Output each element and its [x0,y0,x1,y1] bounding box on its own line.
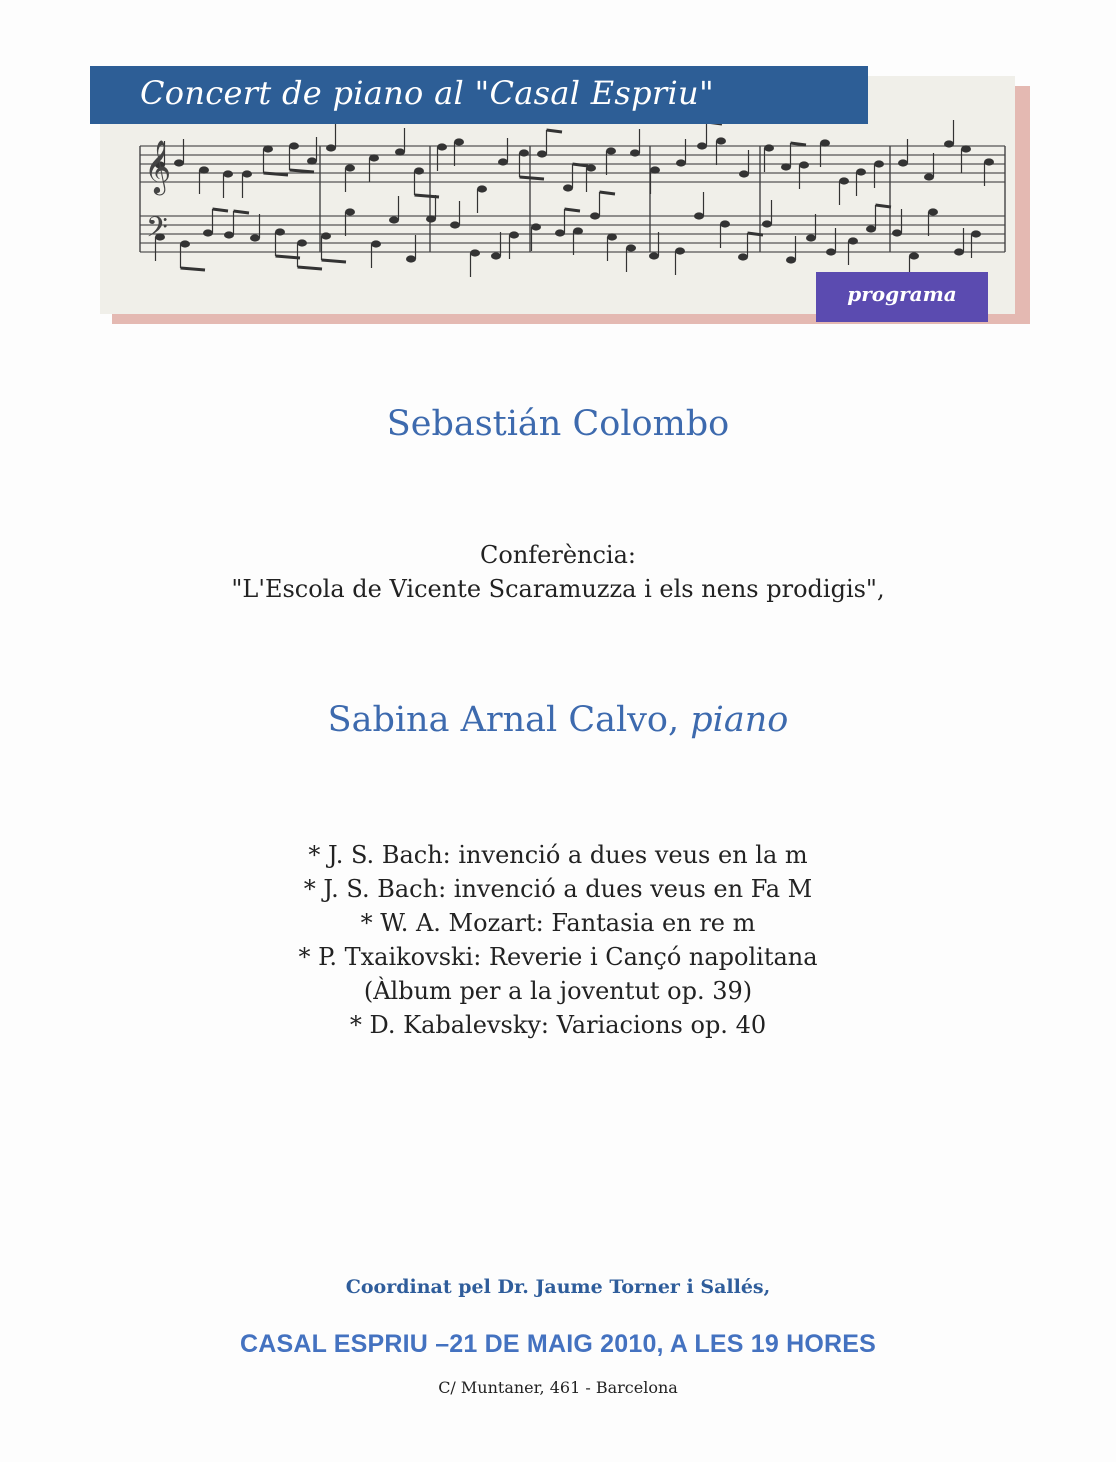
repertoire-list [0,838,1116,1042]
performer-role: piano [690,700,789,740]
title-bar [90,66,868,124]
lecture-label: Conferència: [480,541,636,569]
svg-text:𝄢: 𝄢 [146,211,168,251]
program-label: programa [847,282,957,306]
repertoire-item: * D. Kabalevsky: Variacions op. 40 [349,1011,767,1039]
coordinator-line: Coordinat pel Dr. Jaume Torner i Sallés, [345,1276,771,1298]
repertoire-item: * W. A. Mozart: Fantasia en re m [360,909,756,937]
concert-title: Concert de piano al "Casal Espriu" [140,74,714,112]
repertoire-item: * P. Txaikovski: Reverie i Cançó napolitana [298,943,818,971]
repertoire-item: * J. S. Bach: invenció a dues veus en Fa M [303,875,813,903]
lecture-title: "L'Escola de Vicente Scaramuzza i els nens prodigis", [231,575,885,603]
event-date-line: CASAL ESPRIU –21 DE MAIG 2010, A LES 19 HORES [239,1330,877,1358]
header-banner [90,66,1030,328]
speaker-name: Sebastián Colombo [386,404,730,444]
program-tag [816,272,988,322]
venue-address: C/ Muntaner, 461 - Barcelona [438,1378,678,1397]
repertoire-item: * J. S. Bach: invenció a dues veus en la m [308,841,808,869]
performer-name: Sabina Arnal Calvo, [327,700,680,740]
svg-text:𝄞: 𝄞 [144,139,172,193]
repertoire-item: (Àlbum per a la joventut op. 39) [363,977,753,1005]
performer-heading [0,700,1116,740]
